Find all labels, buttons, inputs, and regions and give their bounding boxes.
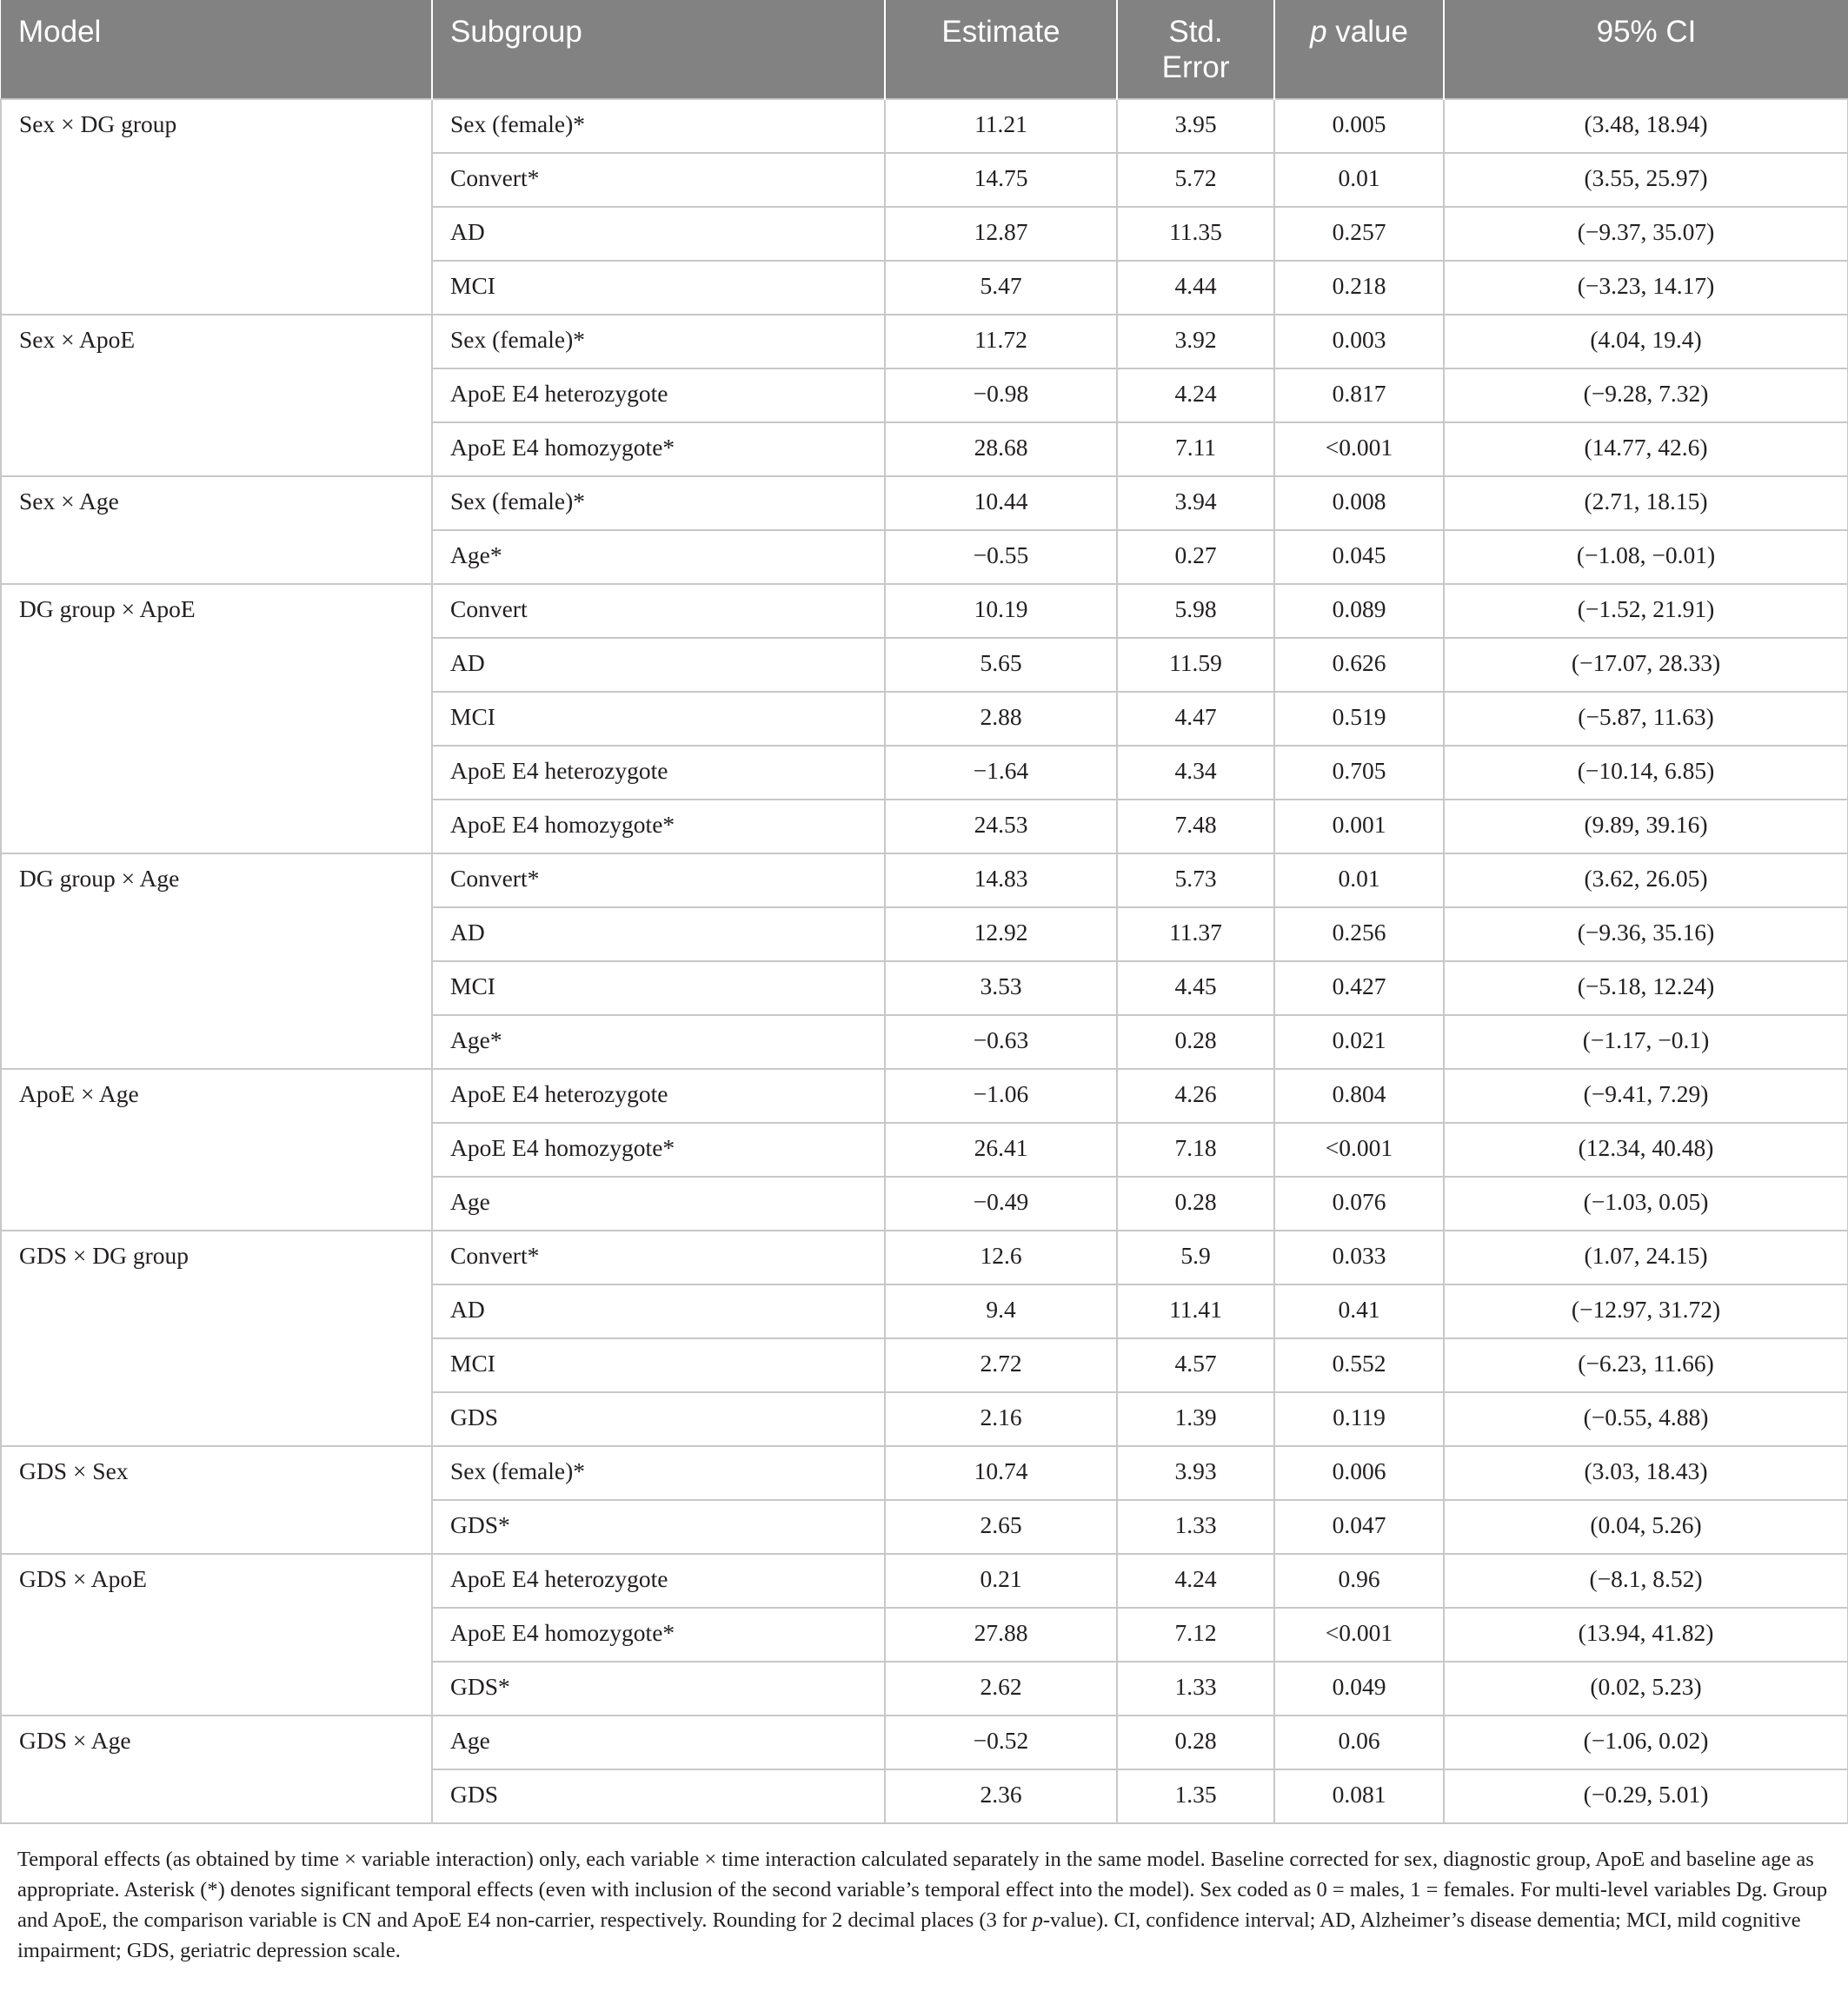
model-cell: Sex × ApoE xyxy=(1,315,432,476)
std-error-cell: 0.27 xyxy=(1117,530,1274,584)
std-error-cell: 1.39 xyxy=(1117,1392,1274,1446)
p-value-cell: 0.001 xyxy=(1274,800,1444,853)
estimate-cell: 2.88 xyxy=(885,692,1117,746)
p-value-cell: 0.427 xyxy=(1274,961,1444,1015)
subgroup-cell: Sex (female)* xyxy=(432,315,885,368)
table-row xyxy=(1,853,1848,907)
estimate-cell: 2.16 xyxy=(885,1392,1117,1446)
p-value-cell: 0.006 xyxy=(1274,1446,1444,1500)
subgroup-cell: Age* xyxy=(432,1015,885,1069)
header-std-error xyxy=(1117,0,1274,99)
model-cell: DG group × ApoE xyxy=(1,584,432,853)
p-value-cell: 0.96 xyxy=(1274,1554,1444,1608)
ci-cell: (−1.17, −0.1) xyxy=(1444,1015,1848,1069)
ci-cell: (−1.06, 0.02) xyxy=(1444,1716,1848,1769)
ci-cell: (−10.14, 6.85) xyxy=(1444,746,1848,800)
std-error-cell: 11.35 xyxy=(1117,207,1274,261)
subgroup-cell: Convert* xyxy=(432,153,885,207)
std-error-cell: 3.93 xyxy=(1117,1446,1274,1500)
estimate-cell: 14.75 xyxy=(885,153,1117,207)
ci-cell: (−9.36, 35.16) xyxy=(1444,907,1848,961)
header-std-error-line1: Std. xyxy=(1168,15,1223,49)
table-body xyxy=(1,99,1848,1823)
estimate-cell: 24.53 xyxy=(885,800,1117,853)
p-value-cell: 0.817 xyxy=(1274,368,1444,422)
ci-cell: (−9.41, 7.29) xyxy=(1444,1069,1848,1123)
subgroup-cell: ApoE E4 homozygote* xyxy=(432,1608,885,1662)
std-error-cell: 0.28 xyxy=(1117,1015,1274,1069)
estimate-cell: 27.88 xyxy=(885,1608,1117,1662)
estimate-cell: −1.64 xyxy=(885,746,1117,800)
subgroup-cell: Age xyxy=(432,1177,885,1231)
p-value-cell: 0.045 xyxy=(1274,530,1444,584)
estimate-cell: 2.62 xyxy=(885,1662,1117,1716)
estimate-cell: 11.21 xyxy=(885,99,1117,153)
estimate-cell: −0.49 xyxy=(885,1177,1117,1231)
p-value-cell: 0.008 xyxy=(1274,476,1444,530)
subgroup-cell: AD xyxy=(432,1284,885,1338)
estimate-cell: 2.36 xyxy=(885,1769,1117,1823)
ci-cell: (1.07, 24.15) xyxy=(1444,1231,1848,1284)
std-error-cell: 1.35 xyxy=(1117,1769,1274,1823)
estimate-cell: 5.47 xyxy=(885,261,1117,315)
std-error-cell: 4.45 xyxy=(1117,961,1274,1015)
p-value-cell: 0.003 xyxy=(1274,315,1444,368)
p-value-cell: 0.626 xyxy=(1274,638,1444,692)
std-error-cell: 4.44 xyxy=(1117,261,1274,315)
estimate-cell: −1.06 xyxy=(885,1069,1117,1123)
estimate-cell: −0.52 xyxy=(885,1716,1117,1769)
ci-cell: (−3.23, 14.17) xyxy=(1444,261,1848,315)
ci-cell: (3.55, 25.97) xyxy=(1444,153,1848,207)
subgroup-cell: ApoE E4 homozygote* xyxy=(432,422,885,476)
ci-cell: (3.62, 26.05) xyxy=(1444,853,1848,907)
ci-cell: (−6.23, 11.66) xyxy=(1444,1338,1848,1392)
p-value-cell: 0.804 xyxy=(1274,1069,1444,1123)
table-row xyxy=(1,1716,1848,1769)
subgroup-cell: AD xyxy=(432,207,885,261)
estimate-cell: 3.53 xyxy=(885,961,1117,1015)
p-value-cell: 0.005 xyxy=(1274,99,1444,153)
ci-cell: (−0.29, 5.01) xyxy=(1444,1769,1848,1823)
estimate-cell: 10.74 xyxy=(885,1446,1117,1500)
subgroup-cell: Age xyxy=(432,1716,885,1769)
table-row xyxy=(1,1069,1848,1123)
std-error-cell: 5.72 xyxy=(1117,153,1274,207)
estimate-cell: 12.87 xyxy=(885,207,1117,261)
ci-cell: (0.04, 5.26) xyxy=(1444,1500,1848,1554)
subgroup-cell: ApoE E4 homozygote* xyxy=(432,1123,885,1177)
ci-cell: (−0.55, 4.88) xyxy=(1444,1392,1848,1446)
table-header xyxy=(1,0,1848,99)
std-error-cell: 3.92 xyxy=(1117,315,1274,368)
std-error-cell: 0.28 xyxy=(1117,1177,1274,1231)
p-value-cell: 0.076 xyxy=(1274,1177,1444,1231)
subgroup-cell: Sex (female)* xyxy=(432,99,885,153)
std-error-cell: 1.33 xyxy=(1117,1500,1274,1554)
header-p-italic: p xyxy=(1310,15,1327,49)
ci-cell: (3.03, 18.43) xyxy=(1444,1446,1848,1500)
subgroup-cell: MCI xyxy=(432,1338,885,1392)
p-value-cell: 0.049 xyxy=(1274,1662,1444,1716)
model-cell: GDS × Age xyxy=(1,1716,432,1823)
std-error-cell: 3.94 xyxy=(1117,476,1274,530)
ci-cell: (0.02, 5.23) xyxy=(1444,1662,1848,1716)
estimate-cell: 26.41 xyxy=(885,1123,1117,1177)
ci-cell: (3.48, 18.94) xyxy=(1444,99,1848,153)
subgroup-cell: MCI xyxy=(432,692,885,746)
table-footnote xyxy=(17,1844,1834,1966)
header-model: Model xyxy=(1,0,432,99)
std-error-cell: 0.28 xyxy=(1117,1716,1274,1769)
subgroup-cell: GDS xyxy=(432,1392,885,1446)
subgroup-cell: ApoE E4 heterozygote xyxy=(432,1069,885,1123)
p-value-cell: 0.047 xyxy=(1274,1500,1444,1554)
p-value-cell: 0.552 xyxy=(1274,1338,1444,1392)
p-value-cell: 0.119 xyxy=(1274,1392,1444,1446)
ci-cell: (−1.52, 21.91) xyxy=(1444,584,1848,638)
std-error-cell: 4.24 xyxy=(1117,368,1274,422)
subgroup-cell: AD xyxy=(432,907,885,961)
table-row xyxy=(1,315,1848,368)
header-p-value xyxy=(1274,0,1444,99)
estimate-cell: 10.19 xyxy=(885,584,1117,638)
estimate-cell: 0.21 xyxy=(885,1554,1117,1608)
p-value-cell: 0.089 xyxy=(1274,584,1444,638)
model-cell: Sex × DG group xyxy=(1,99,432,315)
ci-cell: (9.89, 39.16) xyxy=(1444,800,1848,853)
ci-cell: (12.34, 40.48) xyxy=(1444,1123,1848,1177)
model-cell: GDS × DG group xyxy=(1,1231,432,1446)
ci-cell: (−9.28, 7.32) xyxy=(1444,368,1848,422)
header-ci: 95% CI xyxy=(1444,0,1848,99)
estimate-cell: 5.65 xyxy=(885,638,1117,692)
std-error-cell: 4.24 xyxy=(1117,1554,1274,1608)
std-error-cell: 7.48 xyxy=(1117,800,1274,853)
subgroup-cell: Sex (female)* xyxy=(432,1446,885,1500)
footnote-part3: -value). CI, confidence interval; AD, Alzheimer’s disease dementia; MCI, mild cognitive impairment; GDS, geriatric depression scale. xyxy=(17,1908,1801,1962)
std-error-cell: 5.9 xyxy=(1117,1231,1274,1284)
model-cell: DG group × Age xyxy=(1,853,432,1069)
header-std-error-line2: Error xyxy=(1161,50,1230,84)
std-error-cell: 11.59 xyxy=(1117,638,1274,692)
ci-cell: (−1.03, 0.05) xyxy=(1444,1177,1848,1231)
estimate-cell: 2.65 xyxy=(885,1500,1117,1554)
std-error-cell: 5.98 xyxy=(1117,584,1274,638)
std-error-cell: 4.34 xyxy=(1117,746,1274,800)
table-row xyxy=(1,476,1848,530)
p-value-cell: 0.218 xyxy=(1274,261,1444,315)
subgroup-cell: GDS* xyxy=(432,1662,885,1716)
p-value-cell: <0.001 xyxy=(1274,422,1444,476)
subgroup-cell: ApoE E4 heterozygote xyxy=(432,368,885,422)
p-value-cell: 0.033 xyxy=(1274,1231,1444,1284)
std-error-cell: 5.73 xyxy=(1117,853,1274,907)
p-value-cell: 0.01 xyxy=(1274,153,1444,207)
p-value-cell: 0.256 xyxy=(1274,907,1444,961)
p-value-cell: <0.001 xyxy=(1274,1123,1444,1177)
header-subgroup: Subgroup xyxy=(432,0,885,99)
ci-cell: (−9.37, 35.07) xyxy=(1444,207,1848,261)
subgroup-cell: Convert* xyxy=(432,853,885,907)
ci-cell: (2.71, 18.15) xyxy=(1444,476,1848,530)
p-value-cell: 0.081 xyxy=(1274,1769,1444,1823)
subgroup-cell: MCI xyxy=(432,261,885,315)
footnote-p-italic: p xyxy=(1032,1908,1043,1932)
table-row xyxy=(1,99,1848,153)
subgroup-cell: ApoE E4 homozygote* xyxy=(432,800,885,853)
subgroup-cell: Convert* xyxy=(432,1231,885,1284)
estimate-cell: −0.98 xyxy=(885,368,1117,422)
p-value-cell: 0.06 xyxy=(1274,1716,1444,1769)
std-error-cell: 3.95 xyxy=(1117,99,1274,153)
ci-cell: (−8.1, 8.52) xyxy=(1444,1554,1848,1608)
subgroup-cell: GDS xyxy=(432,1769,885,1823)
p-value-cell: <0.001 xyxy=(1274,1608,1444,1662)
estimate-cell: 10.44 xyxy=(885,476,1117,530)
subgroup-cell: GDS* xyxy=(432,1500,885,1554)
estimate-cell: 28.68 xyxy=(885,422,1117,476)
model-cell: GDS × ApoE xyxy=(1,1554,432,1716)
estimate-cell: 14.83 xyxy=(885,853,1117,907)
estimate-cell: −0.55 xyxy=(885,530,1117,584)
std-error-cell: 4.57 xyxy=(1117,1338,1274,1392)
estimate-cell: 2.72 xyxy=(885,1338,1117,1392)
std-error-cell: 7.12 xyxy=(1117,1608,1274,1662)
subgroup-cell: MCI xyxy=(432,961,885,1015)
estimate-cell: 12.6 xyxy=(885,1231,1117,1284)
ci-cell: (4.04, 19.4) xyxy=(1444,315,1848,368)
p-value-cell: 0.705 xyxy=(1274,746,1444,800)
model-cell: GDS × Sex xyxy=(1,1446,432,1554)
p-value-cell: 0.021 xyxy=(1274,1015,1444,1069)
std-error-cell: 7.11 xyxy=(1117,422,1274,476)
subgroup-cell: ApoE E4 heterozygote xyxy=(432,746,885,800)
estimate-cell: 12.92 xyxy=(885,907,1117,961)
table-row xyxy=(1,1446,1848,1500)
std-error-cell: 11.37 xyxy=(1117,907,1274,961)
subgroup-cell: Age* xyxy=(432,530,885,584)
header-estimate: Estimate xyxy=(885,0,1117,99)
header-p-rest: value xyxy=(1326,15,1408,49)
table-row xyxy=(1,1231,1848,1284)
subgroup-cell: ApoE E4 heterozygote xyxy=(432,1554,885,1608)
std-error-cell: 4.26 xyxy=(1117,1069,1274,1123)
std-error-cell: 11.41 xyxy=(1117,1284,1274,1338)
model-cell: ApoE × Age xyxy=(1,1069,432,1231)
std-error-cell: 7.18 xyxy=(1117,1123,1274,1177)
subgroup-cell: Sex (female)* xyxy=(432,476,885,530)
ci-cell: (−1.08, −0.01) xyxy=(1444,530,1848,584)
ci-cell: (13.94, 41.82) xyxy=(1444,1608,1848,1662)
p-value-cell: 0.519 xyxy=(1274,692,1444,746)
footnote-part1: Temporal effects (as obtained by time × variable interaction) only, each variable × time interaction calculated separately in the same model. Baseline corrected for sex, diagnostic group, ApoE and baseline age as appropriate. Asterisk (*) denotes significant temporal effects (even with inclusion of the second variable’s temporal effect into the model). Sex coded as 0 = males, 1 = females. For multi-level variables Dg. Group and ApoE, the comparison variable is CN and ApoE E4 non-carrier, respectively. Rounding for 2 decimal places (3 for xyxy=(17,1848,1828,1932)
ci-cell: (14.77, 42.6) xyxy=(1444,422,1848,476)
p-value-cell: 0.01 xyxy=(1274,853,1444,907)
estimate-cell: 9.4 xyxy=(885,1284,1117,1338)
estimate-cell: −0.63 xyxy=(885,1015,1117,1069)
subgroup-cell: Convert xyxy=(432,584,885,638)
std-error-cell: 4.47 xyxy=(1117,692,1274,746)
ci-cell: (−5.18, 12.24) xyxy=(1444,961,1848,1015)
std-error-cell: 1.33 xyxy=(1117,1662,1274,1716)
table-row xyxy=(1,584,1848,638)
table-row xyxy=(1,1554,1848,1608)
ci-cell: (−5.87, 11.63) xyxy=(1444,692,1848,746)
estimate-cell: 11.72 xyxy=(885,315,1117,368)
p-value-cell: 0.41 xyxy=(1274,1284,1444,1338)
ci-cell: (−17.07, 28.33) xyxy=(1444,638,1848,692)
ci-cell: (−12.97, 31.72) xyxy=(1444,1284,1848,1338)
subgroup-cell: AD xyxy=(432,638,885,692)
p-value-cell: 0.257 xyxy=(1274,207,1444,261)
model-cell: Sex × Age xyxy=(1,476,432,584)
